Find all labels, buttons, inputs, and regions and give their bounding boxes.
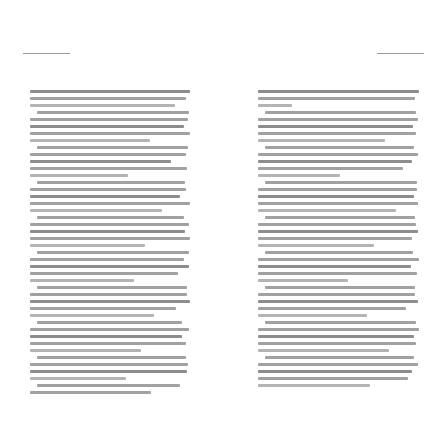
text-line: [37, 216, 184, 219]
text-line: [30, 370, 187, 373]
text-line: [258, 328, 419, 331]
text-line: [30, 230, 185, 233]
text-line: [37, 356, 186, 359]
text-line: [258, 272, 417, 275]
text-line: [30, 314, 154, 317]
text-line: [30, 300, 190, 303]
text-line: [30, 335, 182, 338]
text-line: [258, 209, 396, 212]
text-line: [258, 188, 417, 191]
text-line: [258, 349, 389, 352]
text-line: [30, 90, 190, 93]
text-line: [258, 132, 416, 135]
text-line: [30, 167, 187, 170]
text-line: [258, 160, 412, 163]
text-line: [258, 97, 415, 100]
text-line: [258, 90, 419, 93]
text-line: [37, 384, 180, 387]
text-line: [258, 300, 418, 303]
text-line: [30, 363, 188, 366]
text-line: [258, 307, 406, 310]
text-line: [265, 146, 414, 149]
text-line: [30, 153, 186, 156]
text-line: [258, 118, 418, 121]
text-line: [258, 279, 348, 282]
text-line: [265, 286, 415, 289]
text-line: [30, 188, 186, 191]
text-line: [258, 230, 418, 233]
text-line: [258, 244, 374, 247]
text-line: [265, 181, 417, 184]
text-line: [30, 104, 175, 107]
text-line: [30, 391, 151, 394]
text-line: [258, 335, 414, 338]
text-line: [30, 279, 134, 282]
text-line: [30, 244, 145, 247]
text-line: [258, 265, 411, 268]
text-line: [30, 132, 190, 135]
text-line: [30, 97, 186, 100]
text-line: [265, 251, 413, 254]
text-line: [30, 202, 190, 205]
text-line: [265, 111, 416, 114]
text-line: [258, 167, 403, 170]
text-line: [258, 237, 412, 240]
text-line: [258, 314, 367, 317]
text-line: [30, 377, 126, 380]
text-line: [30, 293, 187, 296]
text-line: [30, 160, 171, 163]
text-line: [37, 111, 189, 114]
text-line: [258, 202, 418, 205]
right-page-header-rule: [377, 53, 424, 54]
text-line: [258, 384, 370, 387]
text-line: [30, 223, 189, 226]
text-line: [258, 293, 415, 296]
text-line: [30, 265, 189, 268]
text-line: [258, 377, 408, 380]
text-line: [265, 321, 416, 324]
text-line: [30, 342, 186, 345]
right-page-text-column: [258, 90, 421, 391]
text-line: [30, 237, 190, 240]
text-line: [30, 258, 184, 261]
text-line: [30, 349, 141, 352]
text-line: [258, 370, 412, 373]
text-line: [30, 307, 176, 310]
text-line: [37, 286, 187, 289]
text-line: [258, 174, 340, 177]
text-line: [258, 223, 416, 226]
text-line: [265, 216, 415, 219]
text-line: [258, 363, 418, 366]
text-line: [37, 146, 188, 149]
text-line: [37, 251, 189, 254]
text-line: [265, 356, 414, 359]
text-line: [30, 174, 128, 177]
text-line: [258, 342, 416, 345]
text-line: [30, 195, 180, 198]
left-page-header-rule: [23, 53, 70, 54]
text-line: [258, 195, 414, 198]
text-line: [30, 125, 184, 128]
text-line: [30, 209, 162, 212]
text-line: [30, 328, 189, 331]
left-page-text-column: [30, 90, 193, 398]
text-line: [30, 139, 150, 142]
text-line: [37, 181, 185, 184]
text-line: [37, 321, 182, 324]
text-line: [258, 125, 413, 128]
text-line: [258, 153, 418, 156]
text-line: [258, 139, 385, 142]
text-line: [258, 104, 292, 107]
text-line: [30, 272, 178, 275]
text-line: [30, 118, 188, 121]
text-line: [258, 258, 419, 261]
